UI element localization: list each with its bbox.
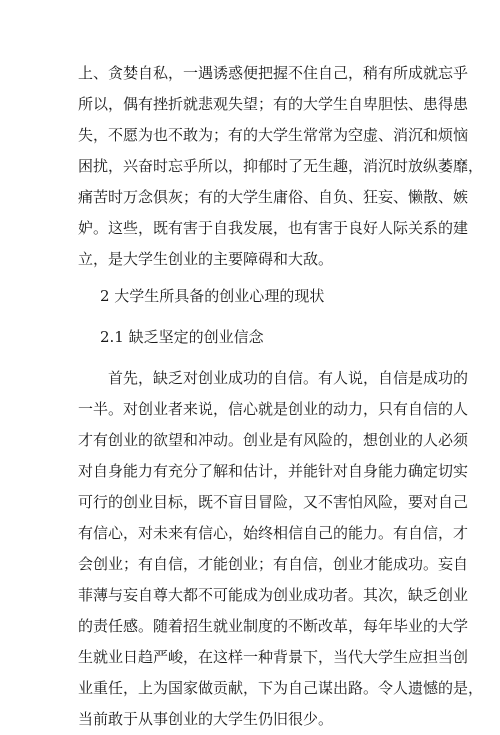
paragraph-2 [78,363,484,735]
text-line: 才有创业的欲望和冲动。创业是有风险的，想创业的人必须 [78,431,469,449]
text-line: 一半。对创业者来说，信心就是创业的动力，只有自信的人 [78,400,469,418]
text-line: 有信心，对未来有信心，始终相信自己的能力。有自信，才 [78,524,469,542]
text-line: 生就业日趋严峻，在这样一种背景下，当代大学生应担当创 [78,648,469,666]
text-line: 可行的创业目标，既不盲目冒险，又不害怕风险，要对自己 [78,493,469,511]
text-line: 痛苦时万念俱灰；有的大学生庸俗、自负、狂妄、懒散、嫉 [78,188,469,206]
text-line: 妒。这些，既有害于自我发展，也有害于良好人际关系的建 [78,219,469,237]
text-line: 所以，偶有挫折就悲观失望；有的大学生自卑胆怯、患得患 [78,95,469,113]
text-line: 上、贪婪自私，一遇诱惑便把握不住自己，稍有所成就忘乎 [78,64,469,82]
text-line: 会创业；有自信，才能创业；有自信，创业才能成功。妄自 [78,555,469,573]
text-line-indented: 首先，缺乏对创业成功的自信。有人说，自信是成功的 [108,369,469,387]
section-heading: 2 大学生所具备的创业心理的现状 [100,287,325,305]
text-line: 失，不愿为也不敢为；有的大学生常常为空虚、消沉和烦恼 [78,126,469,144]
text-line: 菲薄与妄自尊大都不可能成为创业成功者。其次，缺乏创业 [78,586,469,604]
text-line: 的责任感。随着招生就业制度的不断改革，每年毕业的大学 [78,617,469,635]
text-line: 当前敢于从事创业的大学生仍旧很少。 [78,710,334,728]
subsection-heading: 2.1 缺乏坚定的创业信念 [100,328,264,346]
paragraph-1 [78,58,484,275]
text-line: 立，是大学生创业的主要障碍和大敌。 [78,250,334,268]
text-line: 对自身能力有充分了解和估计，并能针对自身能力确定切实 [78,462,469,480]
document-body [78,58,484,735]
text-line: 业重任，上为国家做贡献，下为自己谋出路。令人遗憾的是， [78,679,484,697]
text-line: 困扰，兴奋时忘乎所以，抑郁时了无生趣，消沉时放纵萎靡， [78,157,484,175]
